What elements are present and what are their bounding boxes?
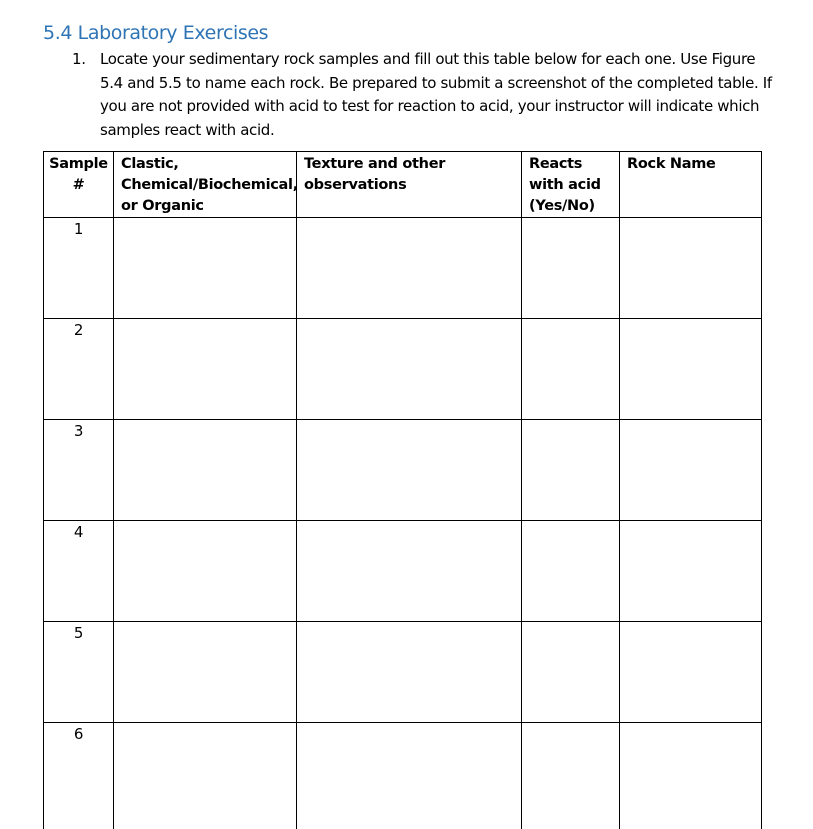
header-type-line-2: Chemical/Biochemical, bbox=[121, 177, 298, 193]
table-row bbox=[44, 622, 762, 723]
header-sample-line-1: Sample bbox=[49, 156, 108, 172]
rock-name-cell[interactable] bbox=[620, 622, 762, 723]
texture-cell[interactable] bbox=[297, 420, 522, 521]
texture-cell[interactable] bbox=[297, 218, 522, 319]
texture-cell[interactable] bbox=[297, 319, 522, 420]
header-texture-line-1: Texture and other bbox=[304, 156, 446, 172]
rock-name-cell[interactable] bbox=[620, 420, 762, 521]
rock-type-cell[interactable] bbox=[114, 319, 297, 420]
sample-number-cell: 1 bbox=[44, 218, 114, 319]
header-texture-line-2: observations bbox=[304, 177, 407, 193]
rock-type-cell[interactable] bbox=[114, 521, 297, 622]
header-type-line-1: Clastic, bbox=[121, 156, 179, 172]
sample-number-cell: 3 bbox=[44, 420, 114, 521]
section-heading: 5.4 Laboratory Exercises bbox=[43, 22, 269, 44]
table-header-row bbox=[44, 152, 762, 218]
table-row bbox=[44, 218, 762, 319]
rock-type-cell[interactable] bbox=[114, 622, 297, 723]
header-rock-type bbox=[114, 152, 297, 218]
rock-name-cell[interactable] bbox=[620, 319, 762, 420]
table-row bbox=[44, 319, 762, 420]
instruction-text: Locate your sedimentary rock samples and fill out this table below for each one. Use Figure 5.4 and 5.5 to name each rock. Be prepared to submit a screenshot of the completed table. If you are not provided with acid to test for reaction to acid, your instructor will indicate which samples react with acid. bbox=[100, 50, 772, 139]
reacts-cell[interactable] bbox=[522, 420, 620, 521]
header-reacts-line-2: with acid bbox=[529, 177, 601, 193]
header-reacts-line-3: (Yes/No) bbox=[529, 198, 595, 214]
header-rock-name-line-1: Rock Name bbox=[627, 156, 716, 172]
instruction-number: 1. bbox=[72, 50, 86, 68]
sample-number-cell: 4 bbox=[44, 521, 114, 622]
rock-name-cell[interactable] bbox=[620, 521, 762, 622]
table-row bbox=[44, 420, 762, 521]
header-sample-number bbox=[44, 152, 114, 218]
rock-type-cell[interactable] bbox=[114, 420, 297, 521]
sedimentary-rock-table bbox=[43, 151, 762, 829]
rock-type-cell[interactable] bbox=[114, 723, 297, 829]
header-reacts-line-1: Reacts bbox=[529, 156, 583, 172]
reacts-cell[interactable] bbox=[522, 319, 620, 420]
texture-cell[interactable] bbox=[297, 622, 522, 723]
header-type-line-3: or Organic bbox=[121, 198, 204, 214]
table-row bbox=[44, 723, 762, 829]
header-reacts-with-acid bbox=[522, 152, 620, 218]
header-texture bbox=[297, 152, 522, 218]
rock-name-cell[interactable] bbox=[620, 723, 762, 829]
reacts-cell[interactable] bbox=[522, 521, 620, 622]
table-row bbox=[44, 521, 762, 622]
texture-cell[interactable] bbox=[297, 521, 522, 622]
rock-type-cell[interactable] bbox=[114, 218, 297, 319]
header-rock-name bbox=[620, 152, 762, 218]
reacts-cell[interactable] bbox=[522, 723, 620, 829]
sample-number-cell: 2 bbox=[44, 319, 114, 420]
reacts-cell[interactable] bbox=[522, 218, 620, 319]
header-sample-line-2: # bbox=[72, 177, 85, 193]
instruction-item bbox=[72, 48, 772, 142]
reacts-cell[interactable] bbox=[522, 622, 620, 723]
sample-number-cell: 5 bbox=[44, 622, 114, 723]
sample-number-cell: 6 bbox=[44, 723, 114, 829]
texture-cell[interactable] bbox=[297, 723, 522, 829]
rock-name-cell[interactable] bbox=[620, 218, 762, 319]
